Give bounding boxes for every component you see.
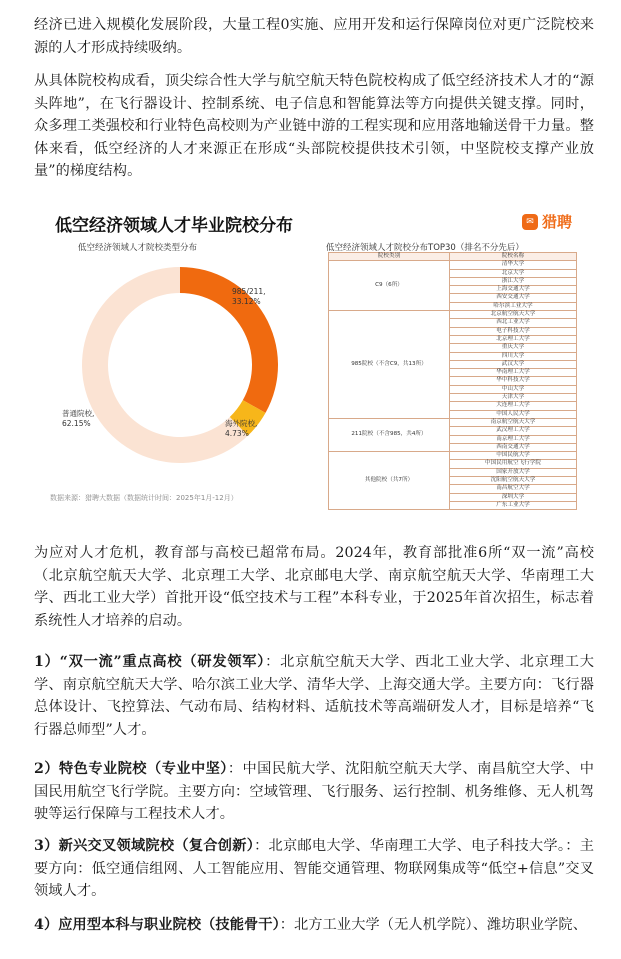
table-category-cell: 985院校（不含C9，共13所） bbox=[329, 311, 450, 419]
table-header-school: 院校名称 bbox=[450, 253, 577, 261]
table-school-cell: 中国民用航空飞行学院 bbox=[450, 460, 577, 468]
table-school-cell: 中国民航大学 bbox=[450, 452, 577, 460]
list-item-1-head: 1）“双一流”重点高校（研发领军） bbox=[34, 654, 266, 670]
list-item-4-body: ：北方工业大学（无人机学院）、潍坊职业学院、 bbox=[279, 917, 587, 933]
table-school-cell: 沈阳航空航天大学 bbox=[450, 477, 577, 485]
table-school-cell: 西安交通大学 bbox=[450, 294, 577, 302]
list-item-2-head: 2）特色专业院校（专业中坚） bbox=[34, 761, 228, 777]
table-row bbox=[329, 418, 577, 426]
table-school-cell: 天津大学 bbox=[450, 394, 577, 402]
top30-table bbox=[328, 252, 577, 510]
brand-logo bbox=[522, 211, 572, 232]
list-item-3-body: ：北京邮电大学、华南理工大学、电子科技大学。：主要方向：低空通信组网、人工智能应用、智能交通管理、物联网集成等“低空+信息”交叉领域人才。 bbox=[34, 838, 594, 899]
list-item-2 bbox=[34, 758, 594, 826]
table-school-cell: 哈尔滨工业大学 bbox=[450, 302, 577, 310]
brand-name: 猎聘 bbox=[541, 213, 572, 231]
table-school-cell: 电子科技大学 bbox=[450, 327, 577, 335]
table-school-cell: 上海交通大学 bbox=[450, 286, 577, 294]
table-school-cell: 广东工业大学 bbox=[450, 501, 577, 509]
list-item-3 bbox=[34, 835, 594, 903]
figure-school-distribution bbox=[36, 205, 584, 515]
list-item-4-head: 4）应用型本科与职业院校（技能骨干） bbox=[34, 917, 280, 933]
table-school-cell: 西北工业大学 bbox=[450, 319, 577, 327]
table-school-cell: 南京理工大学 bbox=[450, 435, 577, 443]
table-school-cell: 浙江大学 bbox=[450, 277, 577, 285]
figure-title: 低空经济领域人才毕业院校分布 bbox=[55, 216, 293, 236]
paragraph-1: 经济已进入规模化发展阶段，大量工程0实施、应用开发和运行保障岗位对更广泛院校来源的人才形成持续吸纳。 bbox=[34, 17, 594, 56]
table-category-cell: 211院校（不含985，共4所） bbox=[329, 418, 450, 451]
table-school-cell: 武汉大学 bbox=[450, 360, 577, 368]
table-school-cell: 四川大学 bbox=[450, 352, 577, 360]
table-school-cell: 国家开放大学 bbox=[450, 468, 577, 476]
list-item-1-body: ：北京航空航天大学、西北工业大学、北京理工大学、南京航空航天大学、哈尔滨工业大学、清华大学、上海交通大学。主要方向：飞行器总体设计、飞控算法、气动布局、结构材料、适航技术等高端研发人才，目标是培养“飞行器总师型”人才。 bbox=[34, 654, 595, 738]
table-school-cell: 深圳大学 bbox=[450, 493, 577, 501]
table-school-cell: 中国人民大学 bbox=[450, 410, 577, 418]
paragraph-3: 为应对人才危机，教育部与高校已超常布局。2024年，教育部批准6所“双一流”高校（北京航空航天大学、北京理工大学、北京邮电大学、南京航空航天大学、华南理工大学、西北工业大学）首批开设“低空技术与工程”本科专业，于2025年首次招生，标志着系统性人才培养的启动。 bbox=[34, 545, 594, 629]
table-school-cell: 南京航空航天大学 bbox=[450, 418, 577, 426]
list-item-3-head: 3）新兴交叉领域院校（复合创新） bbox=[34, 838, 255, 854]
table-header-category: 院校类别 bbox=[329, 253, 450, 261]
table-school-cell: 大连理工大学 bbox=[450, 402, 577, 410]
table-school-cell: 清华大学 bbox=[450, 261, 577, 269]
table-subtitle: 低空经济领域人才院校分布TOP30（排名不分先后） bbox=[326, 243, 524, 253]
table-school-cell: 西南交通大学 bbox=[450, 443, 577, 451]
list-item-1 bbox=[34, 651, 594, 741]
table-row bbox=[329, 452, 577, 460]
table-school-cell: 北京航空航天大学 bbox=[450, 311, 577, 319]
list-item-4 bbox=[34, 914, 594, 937]
table-school-cell: 北京大学 bbox=[450, 269, 577, 277]
pie-label-overseas: 海外院校, 4.73% bbox=[225, 419, 258, 438]
table-school-cell: 北京理工大学 bbox=[450, 335, 577, 343]
list-item-2-body: ：中国民航大学、沈阳航空航天大学、南昌航空大学、中国民用航空飞行学院。主要方向：空域管理、飞行服务、运行控制、机务维修、无人机驾驶等运行保障与工程技术人才。 bbox=[34, 761, 594, 822]
table-school-cell: 重庆大学 bbox=[450, 344, 577, 352]
table-row bbox=[329, 261, 577, 269]
pie-label-985: 985/211, 33.12% bbox=[232, 287, 266, 306]
table-school-cell: 华中科技大学 bbox=[450, 377, 577, 385]
table-school-cell: 武汉理工大学 bbox=[450, 427, 577, 435]
table-row bbox=[329, 311, 577, 319]
data-source-note: 数据来源：猎聘大数据（数据统计时间：2025年1月-12月） bbox=[50, 494, 238, 502]
liepin-logo-icon: ✉ bbox=[522, 214, 538, 230]
pie-subtitle: 低空经济领域人才院校类型分布 bbox=[78, 243, 198, 253]
paragraph-2: 从具体院校构成看，顶尖综合性大学与航空航天特色院校构成了低空经济技术人才的“源头阵地”，在飞行器设计、控制系统、电子信息和智能算法等方向提供关键支撑。同时，众多理工类强校和行业特色高校则为产业链中游的工程实现和应用落地输送骨干力量。整体来看，低空经济的人才来源正在形成“头部院校提供技术引领，中坚院校支撑产业放量”的梯度结构。 bbox=[34, 73, 594, 179]
table-category-cell: 其他院校（共7所） bbox=[329, 452, 450, 510]
table-category-cell: C9（6所） bbox=[329, 261, 450, 311]
table-school-cell: 华南理工大学 bbox=[450, 369, 577, 377]
table-school-cell: 南昌航空大学 bbox=[450, 485, 577, 493]
pie-label-ordinary: 普通院校, 62.15% bbox=[62, 409, 95, 428]
table-school-cell: 中山大学 bbox=[450, 385, 577, 393]
